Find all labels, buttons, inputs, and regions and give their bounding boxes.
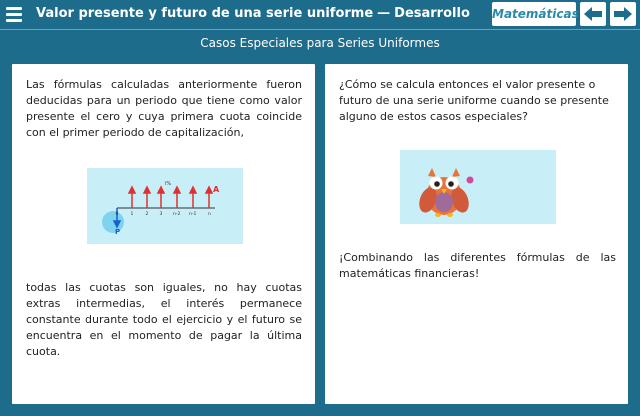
- tick-label: n-1: [189, 212, 197, 217]
- cash-flow-diagram: [87, 168, 243, 244]
- page-title-section: Desarrollo: [394, 6, 470, 21]
- conditions-paragraph: todas las cuotas son iguales, no hay cuotas extras intermedias, el interés permanece constante durante todo el ejercicio y el futuro se encuentra en el momento de pagar la última cuota.: [26, 281, 302, 358]
- tick-label: 0: [115, 212, 119, 217]
- page-title-main: Valor presente y futuro de una serie uniforme: [36, 6, 374, 21]
- owl-icon: [400, 150, 556, 224]
- left-content-panel: [12, 64, 315, 404]
- next-button[interactable]: [610, 2, 636, 26]
- annuity-label: A: [213, 185, 220, 194]
- hamburger-icon-bar: [6, 19, 22, 22]
- subject-badge: Matemáticas: [492, 2, 576, 26]
- intro-paragraph: Las fórmulas calculadas anteriormente fueron deducidas para un periodo que tiene como valor presente el cero y cuya primera cuota coincide con el primer periodo de capitalización,: [26, 78, 302, 139]
- hamburger-menu-button[interactable]: [2, 2, 26, 26]
- tick-label: 3: [159, 212, 163, 217]
- hamburger-icon: [6, 7, 22, 10]
- answer-paragraph: ¡Combinando las diferentes fórmulas de las matemáticas financieras!: [339, 251, 616, 280]
- page-title: [36, 6, 470, 21]
- title-separator: —: [377, 6, 391, 21]
- previous-button[interactable]: [580, 2, 606, 26]
- arrow-left-icon: [583, 5, 603, 23]
- section-title: Casos Especiales para Series Uniformes: [200, 36, 440, 50]
- tick-label: 1: [130, 212, 134, 217]
- question-paragraph: ¿Cómo se calcula entonces el valor presente o futuro de una serie uniforme cuando se presente alguno de estos casos especiales?: [339, 78, 609, 123]
- tick-label: n-2: [173, 212, 181, 217]
- tick-label: 2: [145, 212, 149, 217]
- right-content-panel: [325, 64, 628, 404]
- cash-flow-diagram-graphic: [87, 168, 243, 244]
- tick-label: n: [208, 212, 211, 217]
- top-bar: [0, 0, 640, 30]
- present-label: P: [115, 228, 121, 236]
- owl-illustration: [400, 150, 556, 224]
- hamburger-icon-bar: [6, 13, 22, 16]
- arrow-right-icon: [613, 5, 633, 23]
- rate-label: i%: [165, 181, 172, 187]
